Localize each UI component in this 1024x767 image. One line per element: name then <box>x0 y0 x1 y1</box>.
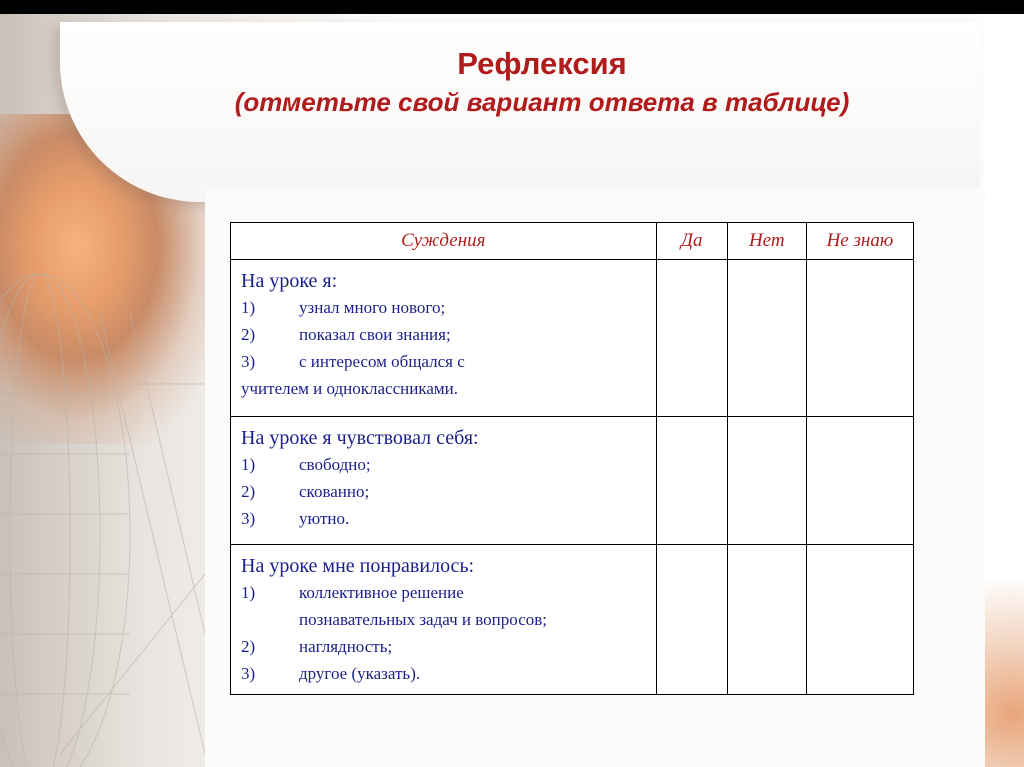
answer-cell-yes[interactable] <box>656 260 727 417</box>
question-heading: На уроке я: <box>241 270 338 292</box>
header-judgments: Суждения <box>231 223 657 260</box>
reflection-table <box>230 222 914 695</box>
answer-cell-yes[interactable] <box>656 417 727 545</box>
list-item: 3) уютно. <box>241 509 350 528</box>
list-item: 3) с интересом общался с <box>241 352 465 371</box>
answer-cell-dont-know[interactable] <box>806 417 913 545</box>
question-heading: На уроке я чувствовал себя: <box>241 427 479 449</box>
header-no: Нет <box>727 223 806 260</box>
question-heading: На уроке мне понравилось: <box>241 555 475 577</box>
answer-cell-no[interactable] <box>727 545 806 695</box>
list-item: 3) другое (указать). <box>241 664 421 683</box>
page-title: Рефлексия <box>457 46 627 81</box>
list-item: 1) свободно; <box>241 455 371 474</box>
header-dont-know: Не знаю <box>806 223 913 260</box>
table-row <box>231 260 914 417</box>
header-yes: Да <box>656 223 727 260</box>
answer-cell-no[interactable] <box>727 260 806 417</box>
table-header-row <box>231 223 914 260</box>
list-item-continuation: учителем и одноклассниками. <box>241 379 458 398</box>
answer-cell-dont-know[interactable] <box>806 260 913 417</box>
table-row <box>231 545 914 695</box>
answer-cell-dont-know[interactable] <box>806 545 913 695</box>
list-item-continuation: познавательных задач и вопросов; <box>299 610 547 629</box>
question-cell <box>231 545 657 695</box>
page-subtitle: (отметьте свой вариант ответа в таблице) <box>234 87 850 117</box>
list-item: 2) показал свои знания; <box>241 325 451 344</box>
list-item: 1) узнал много нового; <box>241 298 446 317</box>
list-item: 2) наглядность; <box>241 637 393 656</box>
question-cell <box>231 260 657 417</box>
answer-cell-yes[interactable] <box>656 545 727 695</box>
answer-cell-no[interactable] <box>727 417 806 545</box>
table-row <box>231 417 914 545</box>
list-item: 1) коллективное решение <box>241 583 464 602</box>
list-item: 2) скованно; <box>241 482 370 501</box>
question-cell <box>231 417 657 545</box>
